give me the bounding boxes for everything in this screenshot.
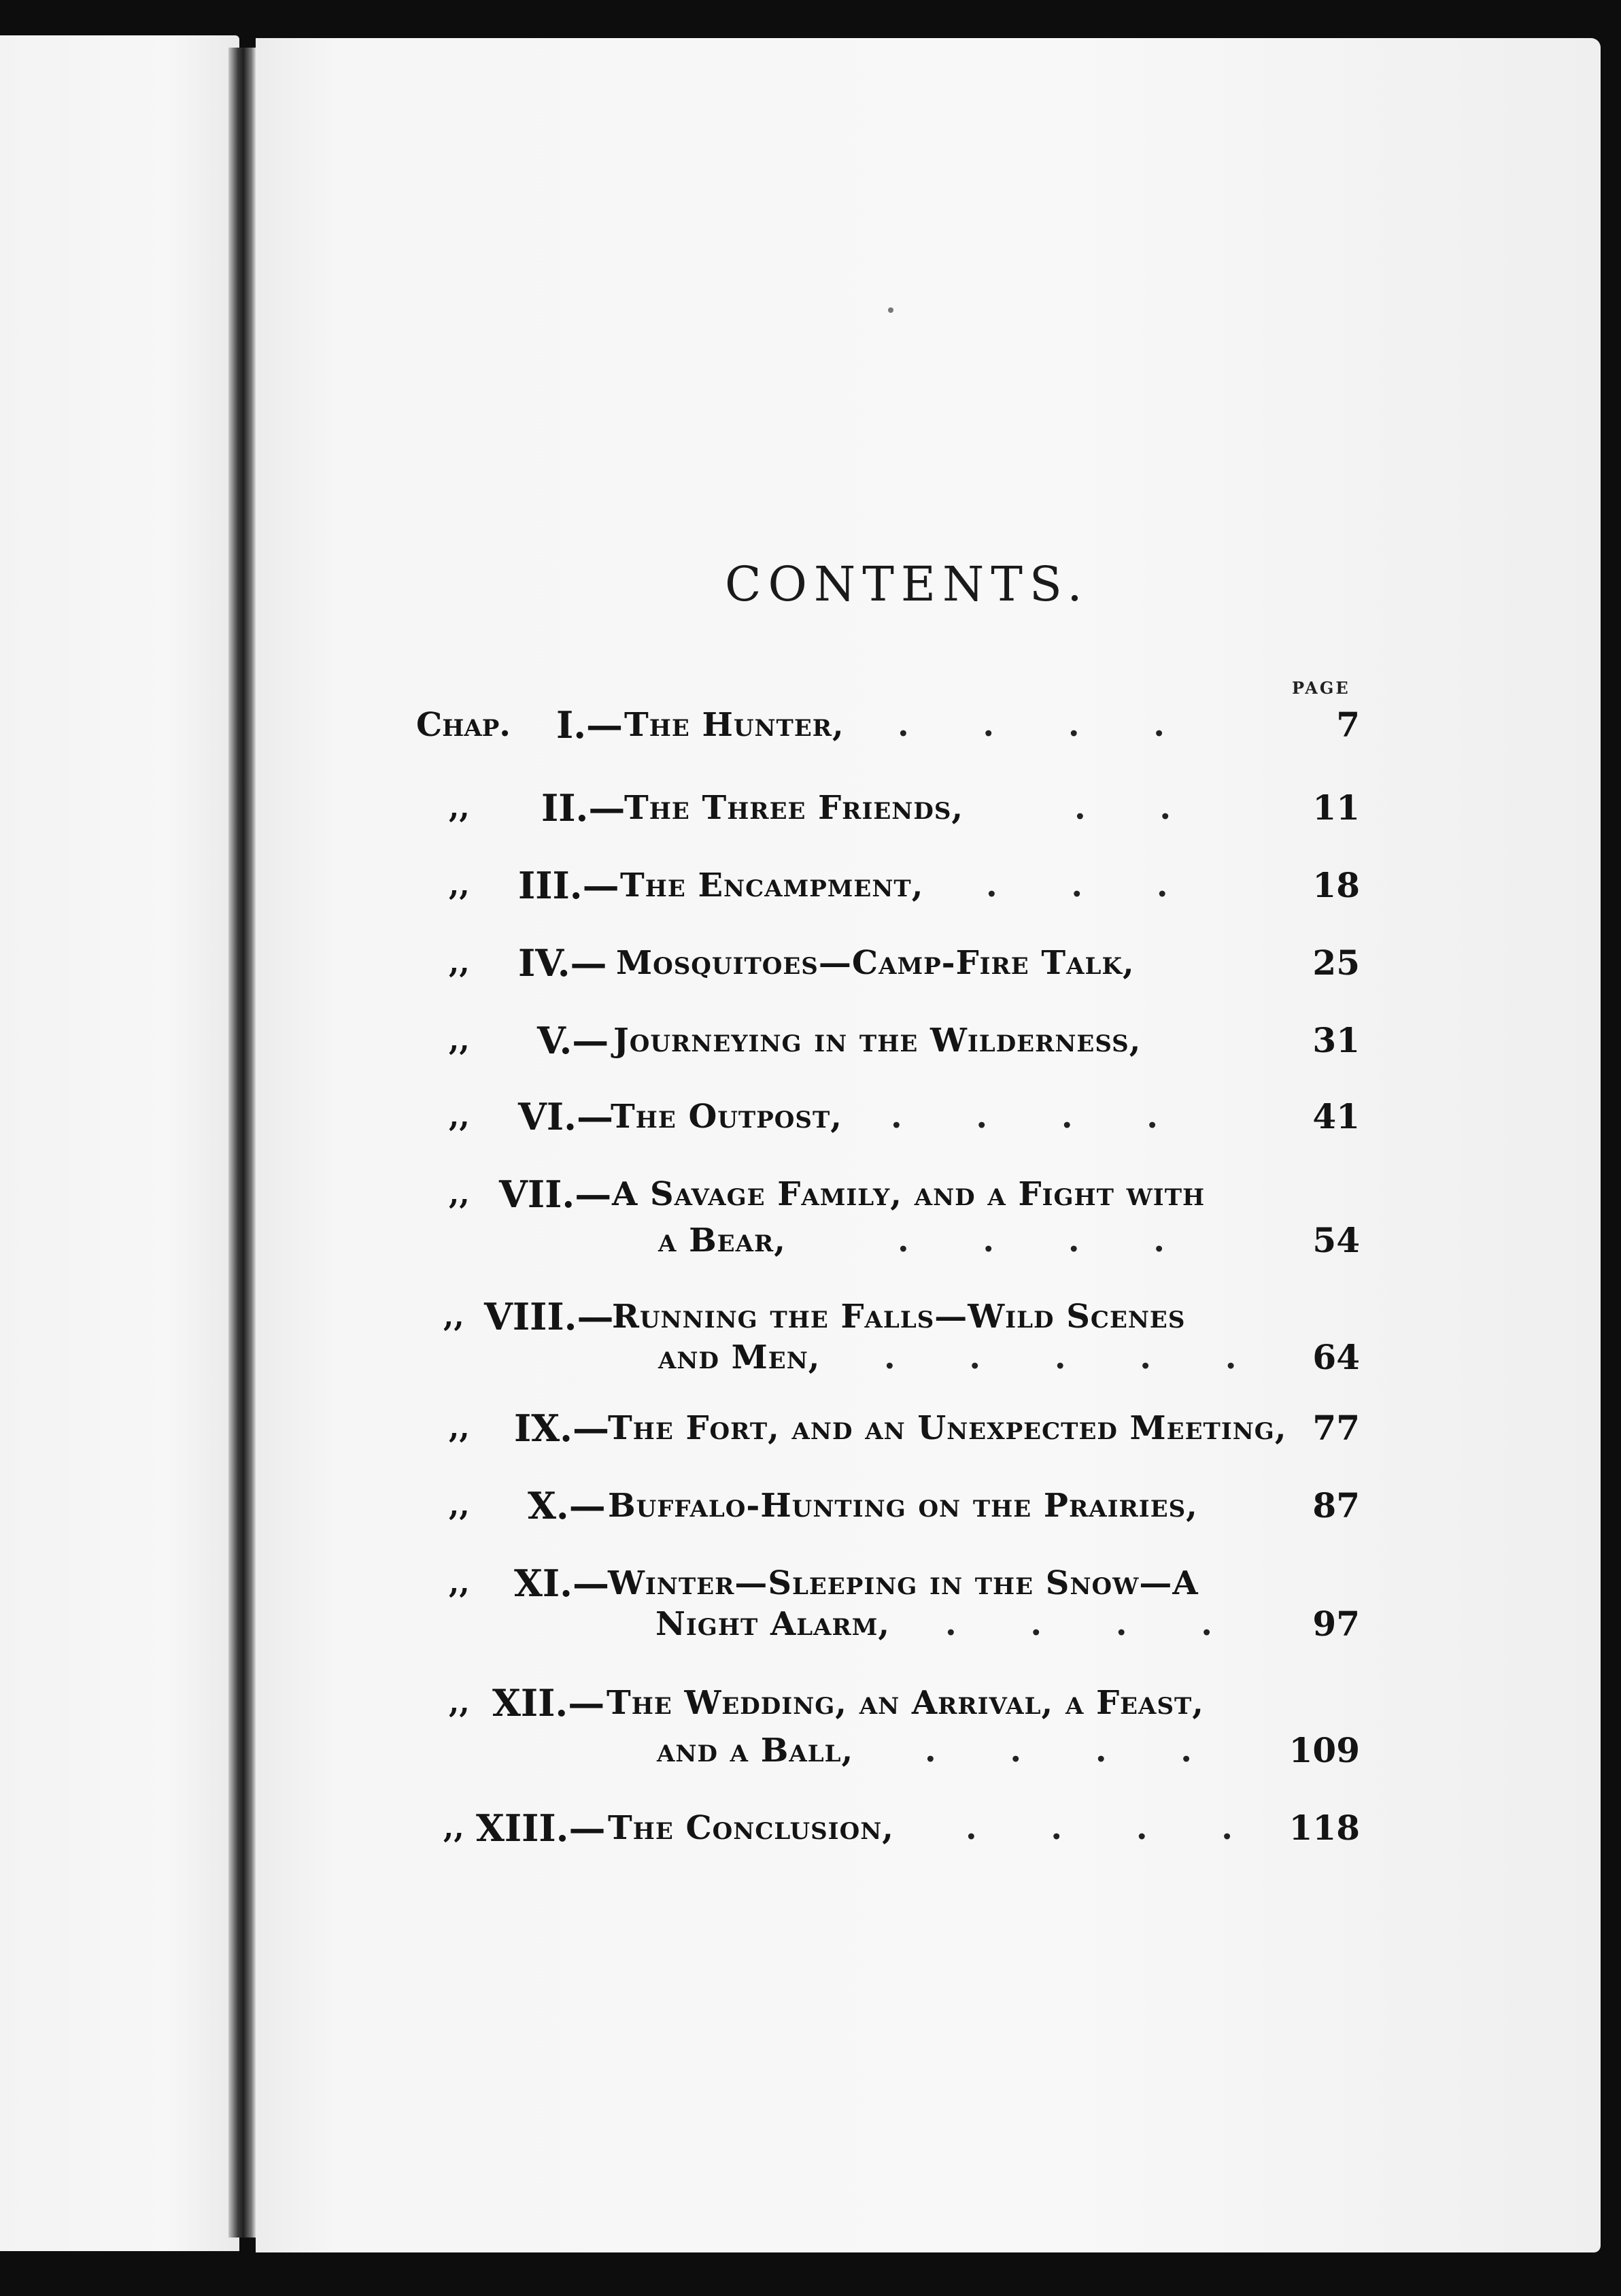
- chapter-title-continuation: and Men,: [658, 1338, 821, 1377]
- chapter-title-continuation: Night Alarm,: [655, 1605, 891, 1643]
- chapter-numeral: XIII.—: [476, 1806, 606, 1850]
- chapter-numeral: VII.—: [499, 1172, 612, 1216]
- chapter-title: The Conclusion,: [608, 1809, 894, 1847]
- chapter-numeral: II.—: [541, 786, 626, 830]
- chapter-title: The Fort, and an Unexpected Meeting,: [608, 1409, 1287, 1447]
- dot-leader: . . . . .: [884, 1338, 1268, 1377]
- chapter-title: Mosquitoes—Camp-Fire Talk,: [616, 944, 1135, 982]
- chapter-title: Winter—Sleeping in the Snow—A: [608, 1564, 1199, 1602]
- ditto-mark: ,,: [443, 1810, 464, 1845]
- dot-leader: . . .: [986, 866, 1199, 905]
- chapter-title-continuation: a Bear,: [658, 1221, 786, 1260]
- chapter-numeral: XII.—: [492, 1681, 605, 1725]
- ditto-mark: ,,: [449, 1566, 470, 1600]
- chapter-title: The Outpost,: [611, 1098, 842, 1136]
- chapter-numeral: I.—: [556, 703, 624, 747]
- chapter-numeral: X.—: [528, 1484, 606, 1527]
- dot-leader: . .: [1074, 789, 1203, 827]
- ditto-mark: ,,: [449, 1177, 470, 1211]
- chapter-numeral: VIII.—: [484, 1295, 614, 1338]
- ditto-mark: ,,: [449, 1411, 470, 1445]
- dot-leader: . . . .: [925, 1732, 1223, 1770]
- chapter-page-number: 11: [1312, 788, 1360, 828]
- ditto-mark: ,,: [449, 945, 470, 980]
- chapter-title-continuation: and a Ball,: [657, 1732, 854, 1770]
- dot-leader: . . . .: [945, 1605, 1244, 1643]
- chapter-page-number: 109: [1289, 1730, 1360, 1770]
- chapter-title: The Wedding, an Arrival, a Feast,: [607, 1684, 1205, 1722]
- chapter-page-number: 97: [1312, 1604, 1360, 1644]
- chapter-page-number: 87: [1312, 1485, 1360, 1525]
- chapter-title: Buffalo-Hunting on the Prairies,: [608, 1487, 1198, 1525]
- ditto-mark: ,,: [449, 1488, 470, 1523]
- ditto-mark: ,,: [449, 868, 470, 902]
- chapter-page-number: 77: [1312, 1408, 1360, 1448]
- chapter-prefix: Chap.: [416, 706, 511, 744]
- chapter-numeral: IV.—: [518, 941, 607, 985]
- page-column-label: PAGE: [1292, 678, 1350, 698]
- chapter-page-number: 118: [1289, 1808, 1360, 1848]
- ditto-mark: ,,: [449, 1023, 470, 1058]
- ditto-mark: ,,: [449, 1685, 470, 1720]
- left-blank-leaf: [0, 35, 239, 2251]
- chapter-title: Journeying in the Wilderness,: [613, 1022, 1142, 1060]
- chapter-page-number: 31: [1312, 1020, 1360, 1060]
- contents-heading: CONTENTS.: [725, 556, 1089, 612]
- contents-page: [256, 38, 1601, 2252]
- chapter-title: A Savage Family, and a Fight with: [612, 1175, 1206, 1213]
- chapter-numeral: XI.—: [514, 1561, 609, 1605]
- chapter-page-number: 18: [1312, 865, 1360, 905]
- chapter-numeral: V.—: [537, 1019, 609, 1062]
- dot-leader: . . . .: [898, 1221, 1196, 1260]
- dot-leader: . . . .: [898, 706, 1196, 744]
- chapter-page-number: 64: [1312, 1337, 1360, 1377]
- chapter-numeral: III.—: [518, 864, 619, 907]
- chapter-title: The Three Friends,: [624, 789, 964, 827]
- chapter-page-number: 7: [1336, 705, 1360, 745]
- chapter-page-number: 41: [1312, 1096, 1360, 1136]
- dot-leader: . . . .: [966, 1809, 1264, 1847]
- book-gutter: [228, 48, 256, 2238]
- chapter-title: Running the Falls—Wild Scenes: [612, 1298, 1186, 1336]
- ditto-mark: ,,: [449, 1099, 470, 1134]
- chapter-numeral: VI.—: [518, 1095, 613, 1138]
- ink-speck: [888, 307, 893, 313]
- chapter-page-number: 54: [1312, 1220, 1360, 1260]
- chapter-title: The Encampment,: [620, 866, 924, 905]
- dot-leader: . . . .: [891, 1098, 1189, 1136]
- ditto-mark: ,,: [449, 790, 470, 825]
- chapter-page-number: 25: [1312, 943, 1360, 983]
- chapter-numeral: IX.—: [514, 1406, 609, 1450]
- ditto-mark: ,,: [443, 1299, 464, 1334]
- chapter-title: The Hunter,: [624, 706, 844, 744]
